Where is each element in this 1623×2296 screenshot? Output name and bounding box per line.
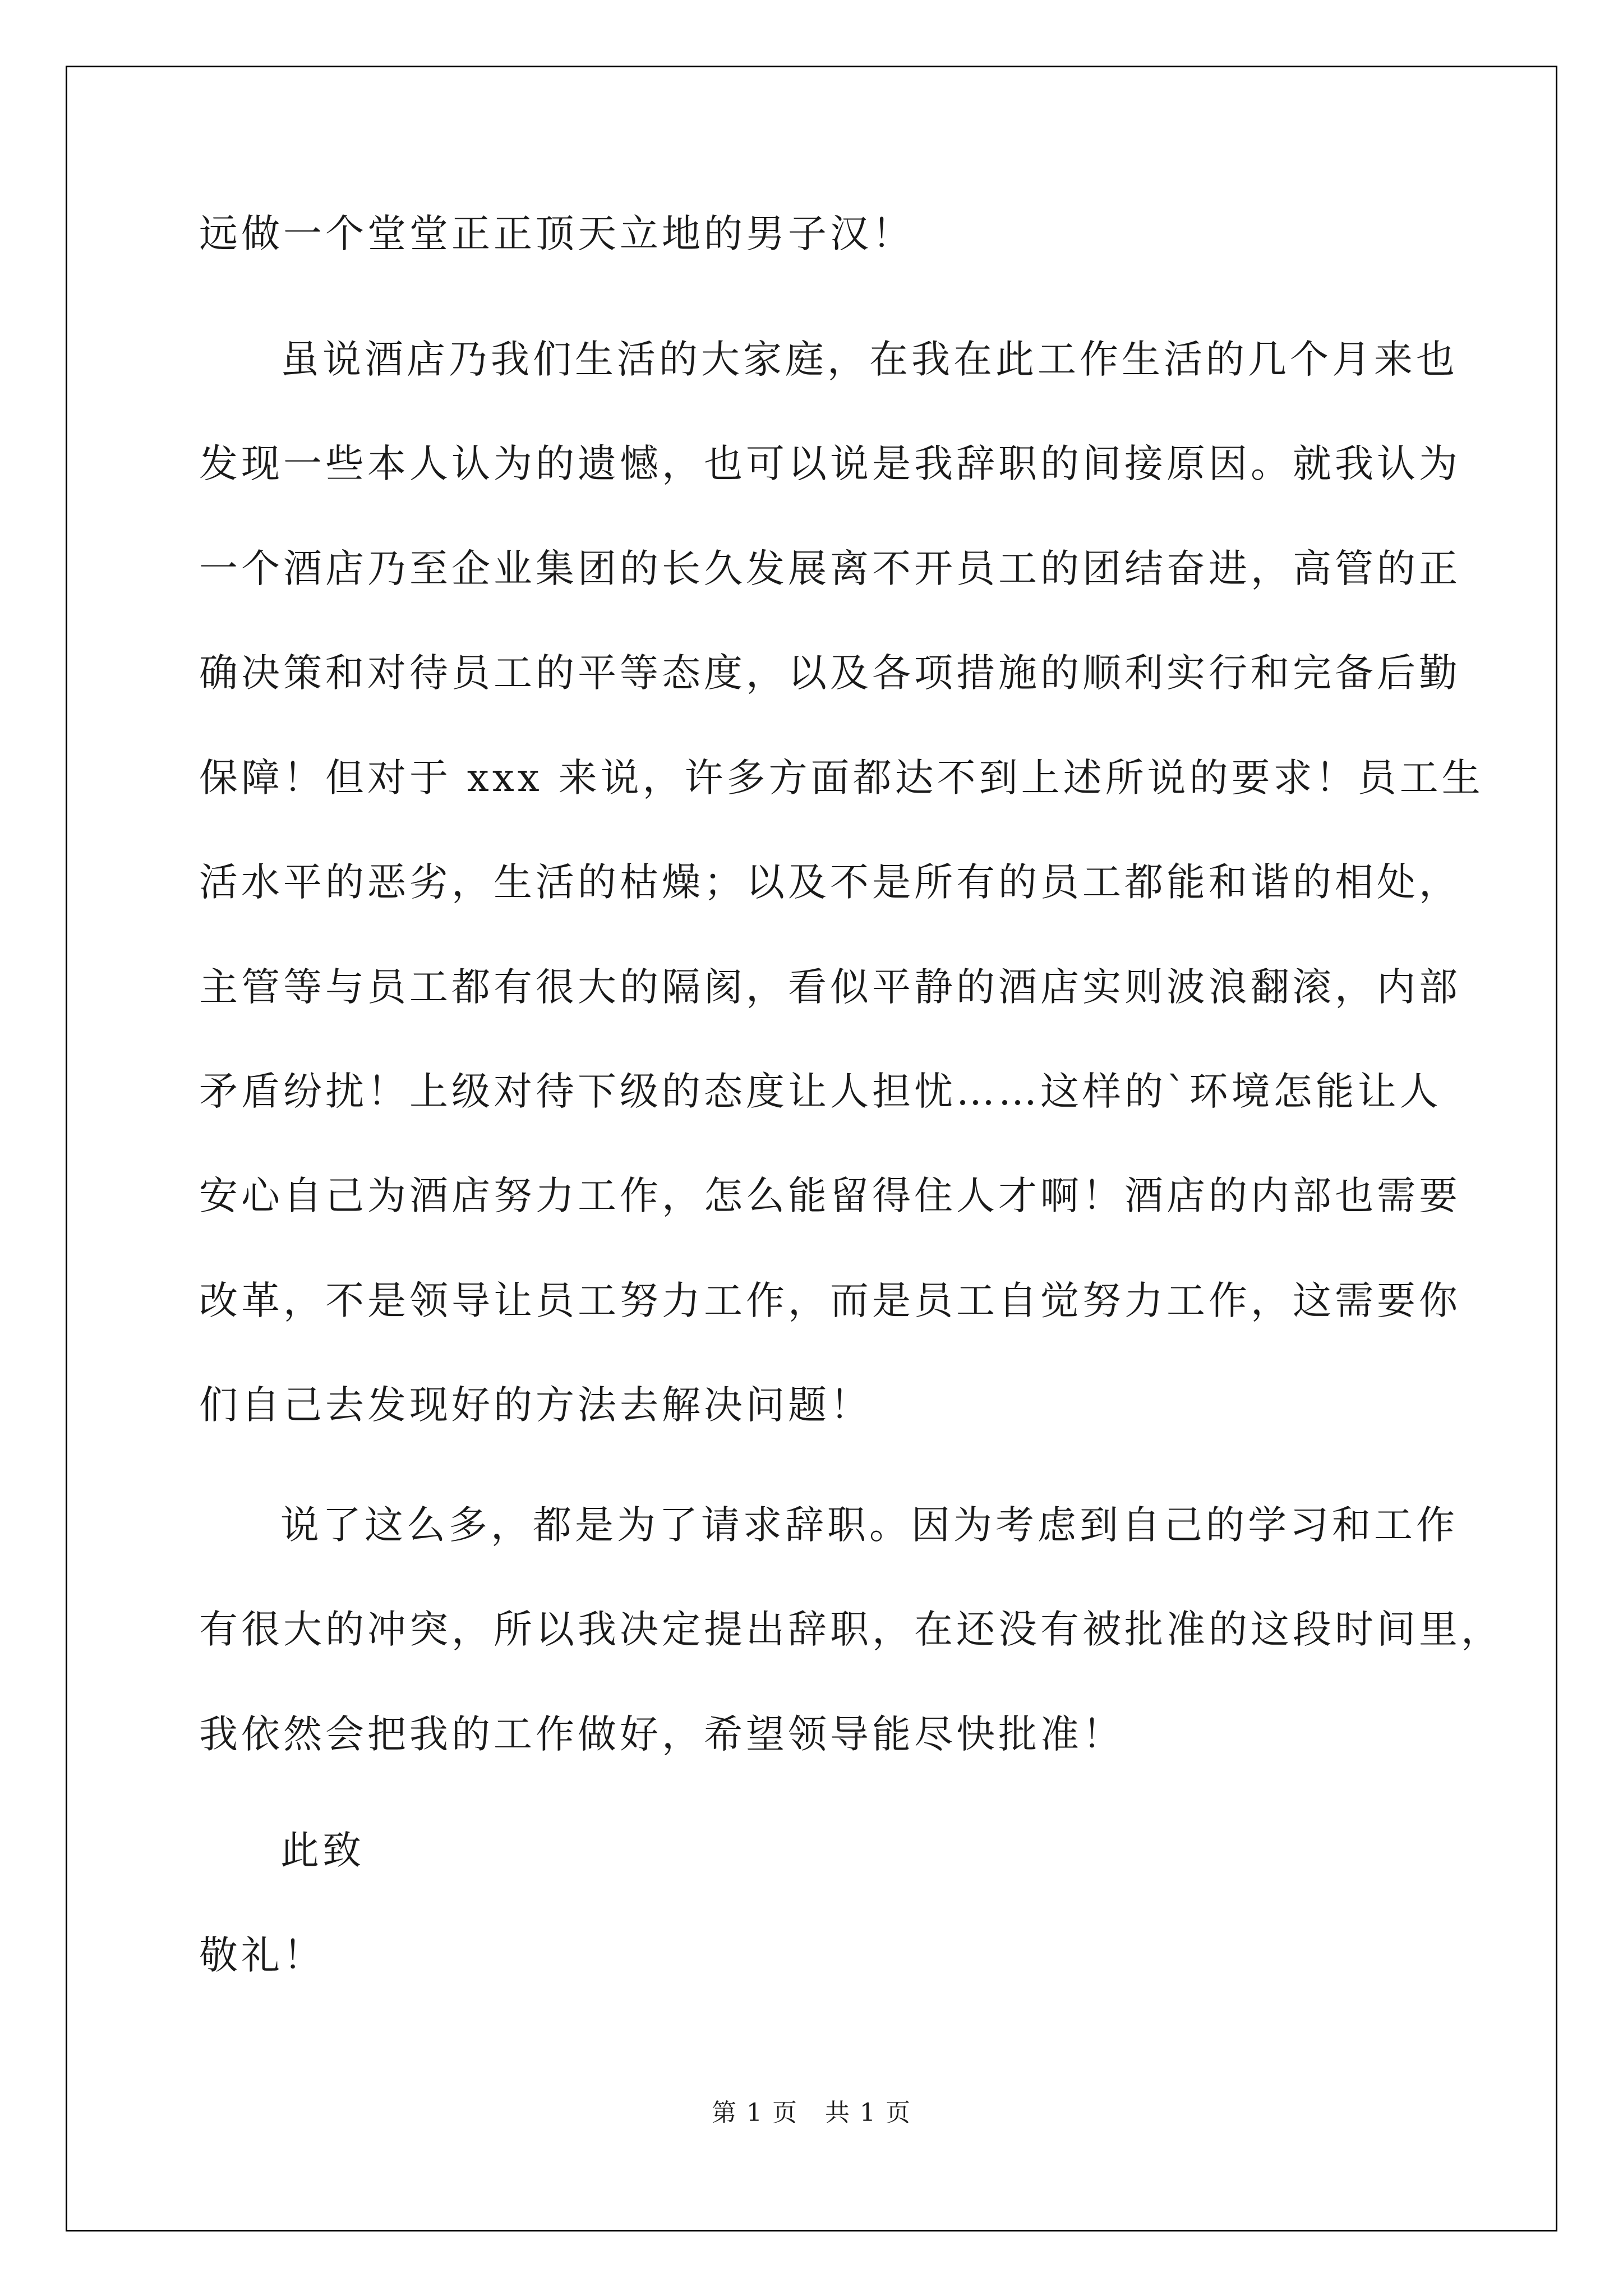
text-line: 发现一些本人认为的遗憾，也可以说是我辞职的间接原因。就我认为 (199, 441, 1461, 486)
text-line: 一个酒店乃至企业集团的长久发展离不开员工的团结奋进，高管的正 (199, 546, 1461, 591)
text-line: 安心自己为酒店努力工作，怎么能留得住人才啊！酒店的内部也需要 (199, 1174, 1461, 1218)
text-line: 们自己去发现好的方法去解决问题！ (199, 1383, 872, 1428)
text-line: 保障！但对于 xxx 来说，许多方面都达不到上述所说的要求！员工生 (199, 756, 1484, 800)
page-number-footer: 第 1 页 共 1 页 (712, 2099, 911, 2127)
closing-respect: 敬礼！ (199, 1933, 325, 1978)
text-line: 改革，不是领导让员工努力工作，而是员工自觉努力工作，这需要你 (199, 1278, 1461, 1323)
text-line: 确决策和对待员工的平等态度，以及各项措施的顺利实行和完备后勤 (199, 651, 1461, 696)
text-line: 矛盾纷扰！上级对待下级的态度让人担忧……这样的`环境怎能让人 (199, 1069, 1442, 1114)
text-line: 我依然会把我的工作做好，希望领导能尽快批准！ (199, 1712, 1124, 1757)
text-line: 有很大的冲突，所以我决定提出辞职，在还没有被批准的这段时间里， (199, 1607, 1503, 1652)
text-line: 主管等与员工都有很大的隔阂，看似平静的酒店实则波浪翻滚，内部 (199, 965, 1461, 1010)
text-line: 说了这么多，都是为了请求辞职。因为考虑到自己的学习和工作 (280, 1503, 1458, 1548)
closing-salutation: 此致 (280, 1828, 365, 1873)
text-line: 虽说酒店乃我们生活的大家庭，在我在此工作生活的几个月来也 (280, 337, 1458, 382)
text-line: 活水平的恶劣，生活的枯燥；以及不是所有的员工都能和谐的相处， (199, 860, 1461, 905)
text-line: 远做一个堂堂正正顶天立地的男子汉！ (199, 211, 914, 256)
page-border (66, 66, 1557, 2231)
